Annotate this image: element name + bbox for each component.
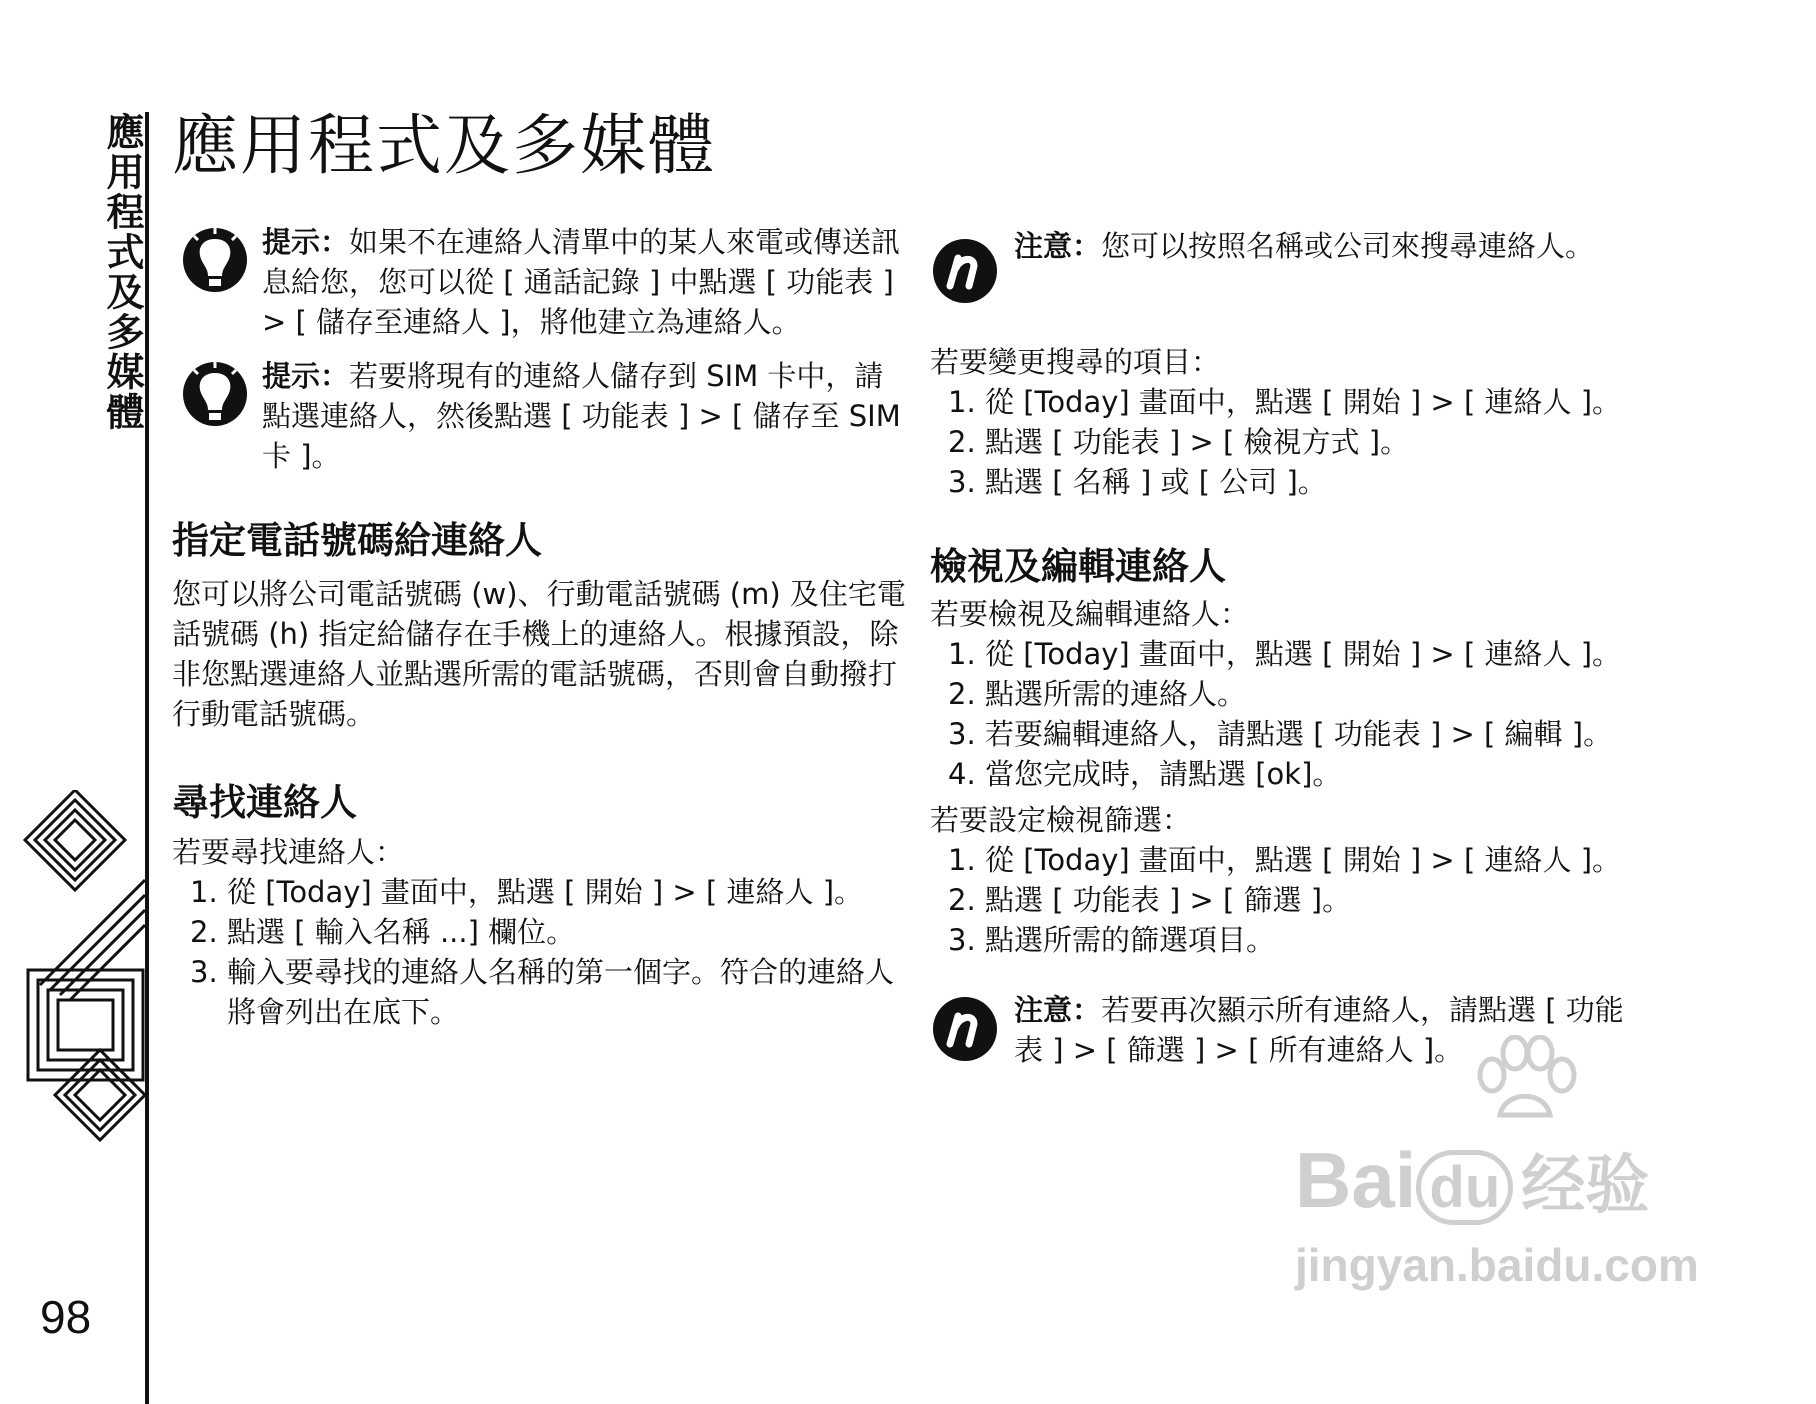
step-item bbox=[930, 634, 1730, 674]
section-heading-assign-numbers: 指定電話號碼給連絡人 bbox=[172, 519, 542, 562]
section-heading-view-edit-contact: 檢視及編輯連絡人 bbox=[930, 545, 1226, 588]
baidu-watermark bbox=[1295, 1136, 1699, 1292]
view-edit-steps bbox=[930, 634, 1730, 794]
step-number: 1. bbox=[948, 385, 976, 419]
note-1 bbox=[930, 226, 1730, 306]
step-number: 3. bbox=[948, 465, 976, 499]
change-search-intro: 若要變更搜尋的項目： bbox=[930, 345, 1221, 379]
tip-label: 提示： bbox=[262, 225, 350, 259]
step-text: 當您完成時，請點選 [ok]。 bbox=[985, 757, 1342, 791]
step-item bbox=[930, 382, 1730, 422]
step-item bbox=[930, 754, 1730, 794]
filter-intro: 若要設定檢視篩選： bbox=[930, 803, 1192, 837]
step-number: 2. bbox=[190, 915, 218, 949]
step-number: 3. bbox=[948, 923, 976, 957]
step-number: 4. bbox=[948, 757, 976, 791]
step-item bbox=[930, 422, 1730, 462]
note-label: 注意： bbox=[1014, 229, 1102, 263]
lightbulb-icon bbox=[180, 356, 250, 430]
note-text: 若要再次顯示所有連絡人，請點選 [ 功能表 ] > [ 篩選 ] > [ 所有連絡人 ]。 bbox=[1014, 993, 1624, 1067]
note-text: 您可以按照名稱或公司來搜尋連絡人。 bbox=[1101, 229, 1595, 263]
page-title: 應用程式及多媒體 bbox=[172, 107, 716, 184]
step-number: 1. bbox=[948, 843, 976, 877]
watermark-cn: 经验 bbox=[1521, 1149, 1650, 1221]
tip-2 bbox=[172, 356, 907, 476]
step-number: 2. bbox=[948, 883, 976, 917]
step-text: 從 [Today] 畫面中，點選 [ 開始 ] > [ 連絡人 ]。 bbox=[985, 637, 1622, 671]
watermark-url: jingyan.baidu.com bbox=[1295, 1239, 1699, 1291]
step-item bbox=[172, 912, 907, 952]
tip-text: 如果不在連絡人清單中的某人來電或傳送訊息給您，您可以從 [ 通話記錄 ] 中點選 [ 功能表 ] > [ 儲存至連絡人 ]，將他建立為連絡人。 bbox=[262, 225, 901, 339]
step-text: 點選 [ 名稱 ] 或 [ 公司 ]。 bbox=[985, 465, 1327, 499]
decorative-ornament bbox=[20, 790, 145, 1170]
step-text: 點選 [ 輸入名稱 ...] 欄位。 bbox=[227, 915, 576, 949]
step-item bbox=[930, 462, 1730, 502]
step-item bbox=[930, 674, 1730, 714]
step-text: 從 [Today] 畫面中，點選 [ 開始 ] > [ 連絡人 ]。 bbox=[985, 385, 1622, 419]
filter-steps bbox=[930, 840, 1730, 960]
step-number: 1. bbox=[190, 875, 218, 909]
change-search-steps bbox=[930, 382, 1730, 502]
step-number: 2. bbox=[948, 425, 976, 459]
step-item bbox=[930, 840, 1730, 880]
step-text: 若要編輯連絡人，請點選 [ 功能表 ] > [ 編輯 ]。 bbox=[985, 717, 1613, 751]
step-text: 輸入要尋找的連絡人名稱的第一個字。符合的連絡人將會列出在底下。 bbox=[227, 955, 895, 1029]
watermark-brand-du: du bbox=[1416, 1150, 1513, 1225]
step-text: 點選所需的篩選項目。 bbox=[985, 923, 1276, 957]
side-chapter-title: 應用程式及多媒體 bbox=[100, 112, 144, 432]
step-text: 點選 [ 功能表 ] > [ 檢視方式 ]。 bbox=[985, 425, 1410, 459]
step-item bbox=[172, 952, 907, 1032]
step-text: 從 [Today] 畫面中，點選 [ 開始 ] > [ 連絡人 ]。 bbox=[227, 875, 864, 909]
page-number: 98 bbox=[40, 1291, 92, 1343]
step-text: 點選所需的連絡人。 bbox=[985, 677, 1247, 711]
step-item bbox=[930, 880, 1730, 920]
note-icon bbox=[930, 236, 1000, 306]
left-column bbox=[172, 222, 907, 1032]
section-heading-find-contact: 尋找連絡人 bbox=[172, 781, 357, 824]
step-number: 2. bbox=[948, 677, 976, 711]
assign-numbers-body: 您可以將公司電話號碼 (w)、行動電話號碼 (m) 及住宅電話號碼 (h) 指定給儲存在手機上的連絡人。根據預設，除非您點選連絡人並點選所需的電話號碼，否則會自動撥打行動電話號碼。 bbox=[172, 577, 906, 731]
tip-1 bbox=[172, 222, 907, 342]
note-2 bbox=[930, 990, 1730, 1070]
step-text: 從 [Today] 畫面中，點選 [ 開始 ] > [ 連絡人 ]。 bbox=[985, 843, 1622, 877]
note-icon bbox=[930, 994, 1000, 1064]
find-contact-intro: 若要尋找連絡人： bbox=[172, 835, 405, 869]
find-contact-steps bbox=[172, 872, 907, 1032]
tip-label: 提示： bbox=[262, 359, 350, 393]
lightbulb-icon bbox=[180, 222, 250, 296]
step-number: 3. bbox=[948, 717, 976, 751]
step-item bbox=[930, 920, 1730, 960]
step-number: 3. bbox=[190, 955, 218, 989]
step-item bbox=[172, 872, 907, 912]
right-column bbox=[930, 222, 1730, 1070]
paw-icon bbox=[1470, 1035, 1580, 1125]
step-number: 1. bbox=[948, 637, 976, 671]
margin-rule bbox=[145, 112, 149, 1404]
view-edit-intro: 若要檢視及編輯連絡人： bbox=[930, 597, 1250, 631]
tip-text: 若要將現有的連絡人儲存到 SIM 卡中，請點選連絡人，然後點選 [ 功能表 ] > [ 儲存至 SIM 卡 ]。 bbox=[262, 359, 901, 473]
watermark-brand: Bai bbox=[1295, 1136, 1417, 1224]
step-item bbox=[930, 714, 1730, 754]
note-label: 注意： bbox=[1014, 993, 1102, 1027]
step-text: 點選 [ 功能表 ] > [ 篩選 ]。 bbox=[985, 883, 1352, 917]
